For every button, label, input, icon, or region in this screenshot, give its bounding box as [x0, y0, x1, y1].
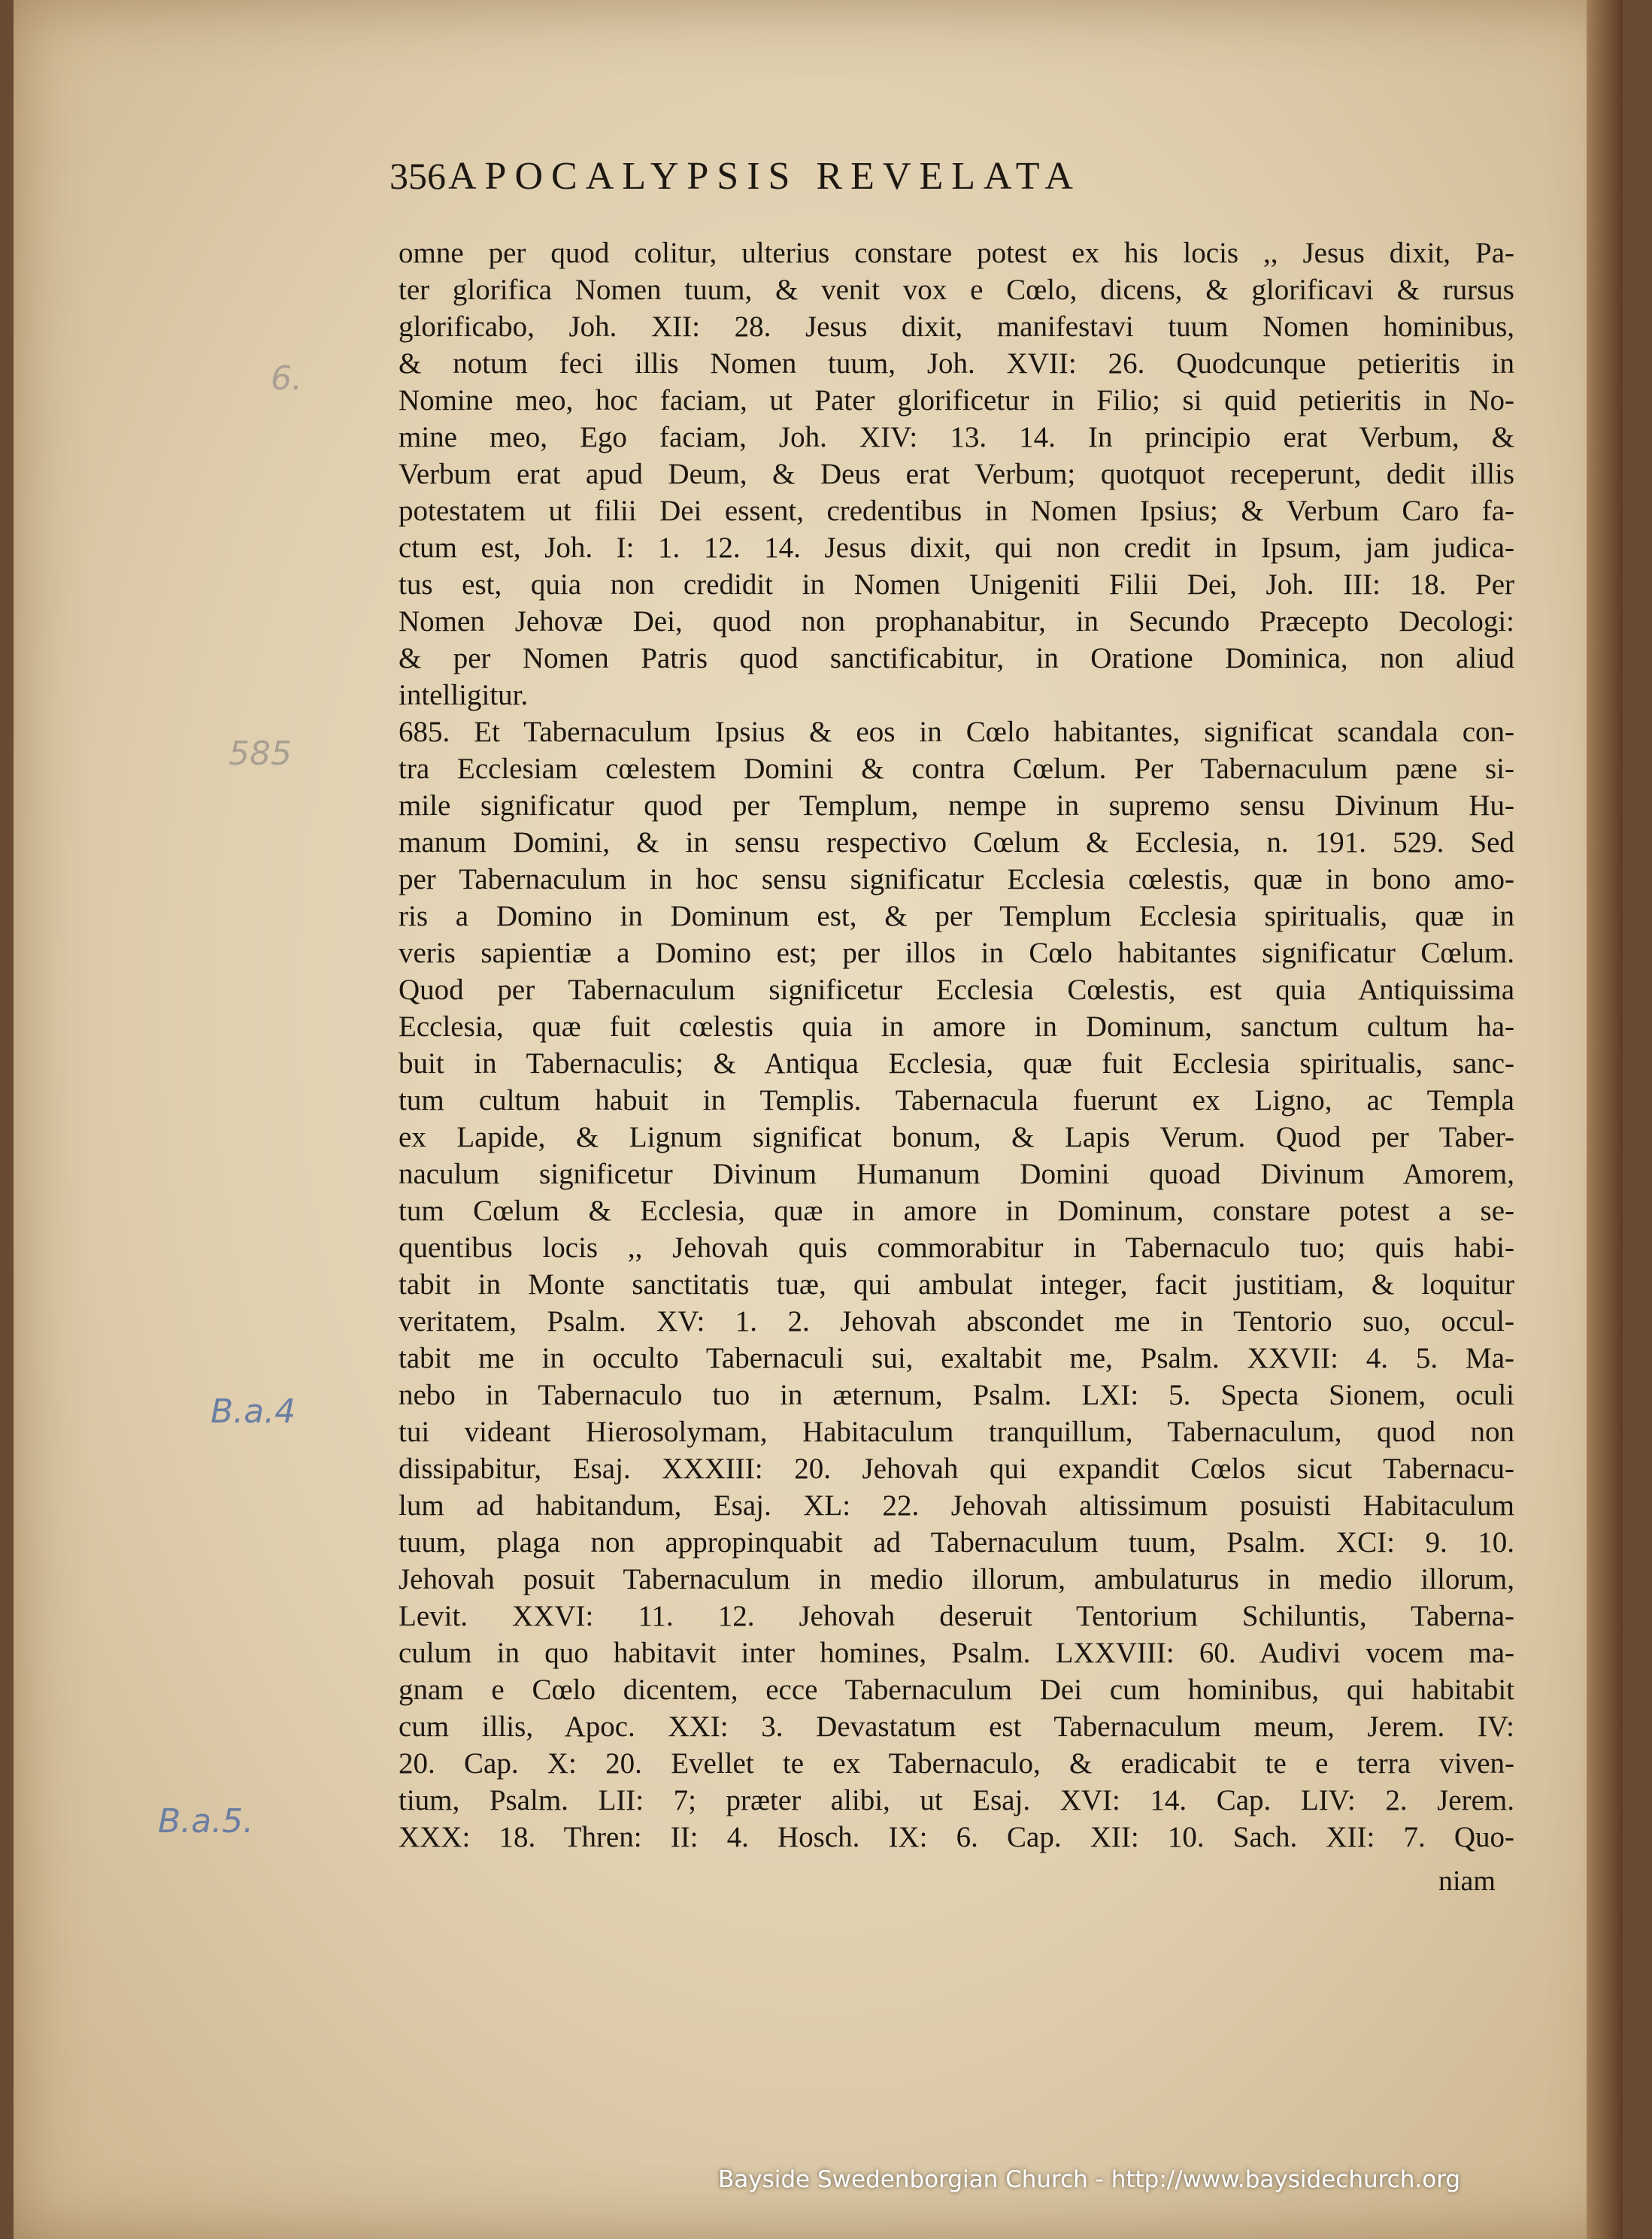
- watermark-footer: Bayside Swedenborgian Church - http://www.baysidechurch.org: [718, 2166, 1461, 2193]
- text-line: gnam e Cœlo dicentem, ecce Tabernaculum Dei cum hominibus, qui habitabit: [399, 1674, 1514, 1706]
- text-line: manum Domini, & in sensu respectivo Cœlum & Ecclesia, n. 191. 529. Sed: [399, 826, 1514, 859]
- body-text: [399, 235, 1514, 1956]
- text-line: Ecclesia, quæ fuit cœlestis quia in amore in Dominum, sanctum cultum ha-: [399, 1010, 1514, 1043]
- text-line: intelligitur.: [399, 679, 529, 711]
- book-page: [14, 0, 1623, 2239]
- text-line: tium, Psalm. LII: 7; præter alibi, ut Esaj. XVI: 14. Cap. LIV: 2. Jerem.: [399, 1784, 1514, 1816]
- text-line: tum Cœlum & Ecclesia, quæ in amore in Dominum, constare potest a se-: [399, 1195, 1514, 1227]
- text-line: potestatem ut filii Dei essent, credentibus in Nomen Ipsius; & Verbum Caro fa-: [399, 495, 1514, 527]
- text-line: mile significatur quod per Templum, nempe in supremo sensu Divinum Hu-: [399, 789, 1514, 822]
- text-line: XXX: 18. Thren: II: 4. Hosch. IX: 6. Cap. XII: 10. Sach. XII: 7. Quo-: [399, 1821, 1514, 1853]
- margin-note: 6.: [271, 359, 302, 398]
- text-line: 20. Cap. X: 20. Evellet te ex Tabernaculo, & eradicabit te e terra viven-: [399, 1747, 1514, 1780]
- text-line: nebo in Tabernaculo tuo in æternum, Psalm. LXI: 5. Specta Sionem, oculi: [399, 1379, 1514, 1411]
- catchword: niam: [1438, 1865, 1496, 1897]
- text-line: naculum significetur Divinum Humanum Domini quoad Divinum Amorem,: [399, 1158, 1514, 1190]
- text-line: cum illis, Apoc. XXI: 3. Devastatum est Tabernaculum meum, Jerem. IV:: [399, 1710, 1514, 1743]
- section-heading-line: 685. Et Tabernaculum Ipsius & eos in Cœlo habitantes, significat scandala con-: [399, 716, 1514, 748]
- text-line: Nomen Jehovæ Dei, quod non prophanabitur, in Secundo Præcepto Decologi:: [399, 605, 1514, 638]
- text-line: tum cultum habuit in Templis. Tabernacula fuerunt ex Ligno, ac Templa: [399, 1084, 1514, 1116]
- text-line: tabit in Monte sanctitatis tuæ, qui ambulat integer, facit justitiam, & loquitur: [399, 1268, 1514, 1301]
- text-line: tra Ecclesiam cœlestem Domini & contra Cœlum. Per Tabernaculum pæne si-: [399, 753, 1514, 785]
- text-line: buit in Tabernaculis; & Antiqua Ecclesia, quæ fuit Ecclesia spiritualis, sanc-: [399, 1047, 1514, 1080]
- margin-note: B.a.4: [211, 1392, 296, 1431]
- text-line: Quod per Tabernaculum significetur Ecclesia Cœlestis, est quia Antiquissima: [399, 974, 1514, 1006]
- text-line: ex Lapide, & Lignum significat bonum, & Lapis Verum. Quod per Taber-: [399, 1121, 1514, 1153]
- text-line: ter glorifica Nomen tuum, & venit vox e Cœlo, dicens, & glorificavi & rursus: [399, 274, 1514, 306]
- text-line: glorificabo, Joh. XII: 28. Jesus dixit, manifestavi tuum Nomen hominibus,: [399, 311, 1514, 343]
- text-line: mine meo, Ego faciam, Joh. XIV: 13. 14. In principio erat Verbum, &: [399, 421, 1514, 453]
- text-line: omne per quod colitur, ulterius constare potest ex his locis ,, Jesus dixit, Pa-: [399, 237, 1514, 269]
- text-line: culum in quo habitavit inter homines, Psalm. LXXVIII: 60. Audivi vocem ma-: [399, 1637, 1514, 1669]
- text-line: tabit me in occulto Tabernaculi sui, exaltabit me, Psalm. XXVII: 4. 5. Ma-: [399, 1342, 1514, 1374]
- text-line: tuum, plaga non appropinquabit ad Tabernaculum tuum, Psalm. XCI: 9. 10.: [399, 1526, 1514, 1559]
- text-line: Levit. XXVI: 11. 12. Jehovah deseruit Tentorium Schiluntis, Taberna-: [399, 1600, 1514, 1632]
- text-line: Nomine meo, hoc faciam, ut Pater glorificetur in Filio; si quid petieritis in No-: [399, 384, 1514, 417]
- book-spine: [1587, 0, 1623, 2239]
- margin-note: B.a.5.: [158, 1802, 254, 1841]
- page-number: 356: [390, 155, 446, 197]
- page-header: [390, 154, 1457, 214]
- text-line: Verbum erat apud Deum, & Deus erat Verbum; quotquot receperunt, dedit illis: [399, 458, 1514, 490]
- text-line: per Tabernaculum in hoc sensu significatur Ecclesia cœlestis, quæ in bono amo-: [399, 863, 1514, 895]
- text-line: Jehovah posuit Tabernaculum in medio illorum, ambulaturus in medio illorum,: [399, 1563, 1514, 1595]
- text-line: ris a Domino in Dominum est, & per Templum Ecclesia spiritualis, quæ in: [399, 900, 1514, 932]
- margin-note: 585: [229, 735, 292, 773]
- text-line: veritatem, Psalm. XV: 1. 2. Jehovah abscondet me in Tentorio suo, occul-: [399, 1305, 1514, 1338]
- text-line: veris sapientiæ a Domino est; per illos in Cœlo habitantes significatur Cœlum.: [399, 937, 1514, 969]
- text-line: lum ad habitandum, Esaj. XL: 22. Jehovah altissimum posuisti Habitaculum: [399, 1489, 1514, 1522]
- running-title: APOCALYPSIS REVELATA: [448, 155, 1081, 198]
- text-line: tui videant Hierosolymam, Habitaculum tranquillum, Tabernaculum, quod non: [399, 1416, 1514, 1448]
- text-line: ctum est, Joh. I: 1. 12. 14. Jesus dixit, qui non credit in Ipsum, jam judica-: [399, 532, 1514, 564]
- text-line: tus est, quia non credidit in Nomen Unigeniti Filii Dei, Joh. III: 18. Per: [399, 568, 1514, 601]
- text-line: & notum feci illis Nomen tuum, Joh. XVII: 26. Quodcunque petieritis in: [399, 347, 1514, 380]
- text-line: dissipabitur, Esaj. XXXIII: 20. Jehovah qui expandit Cœlos sicut Tabernacu-: [399, 1453, 1514, 1485]
- text-line: & per Nomen Patris quod sanctificabitur, in Oratione Dominica, non aliud: [399, 642, 1514, 674]
- text-line: quentibus locis ,, Jehovah quis commorabitur in Tabernaculo tuo; quis habi-: [399, 1232, 1514, 1264]
